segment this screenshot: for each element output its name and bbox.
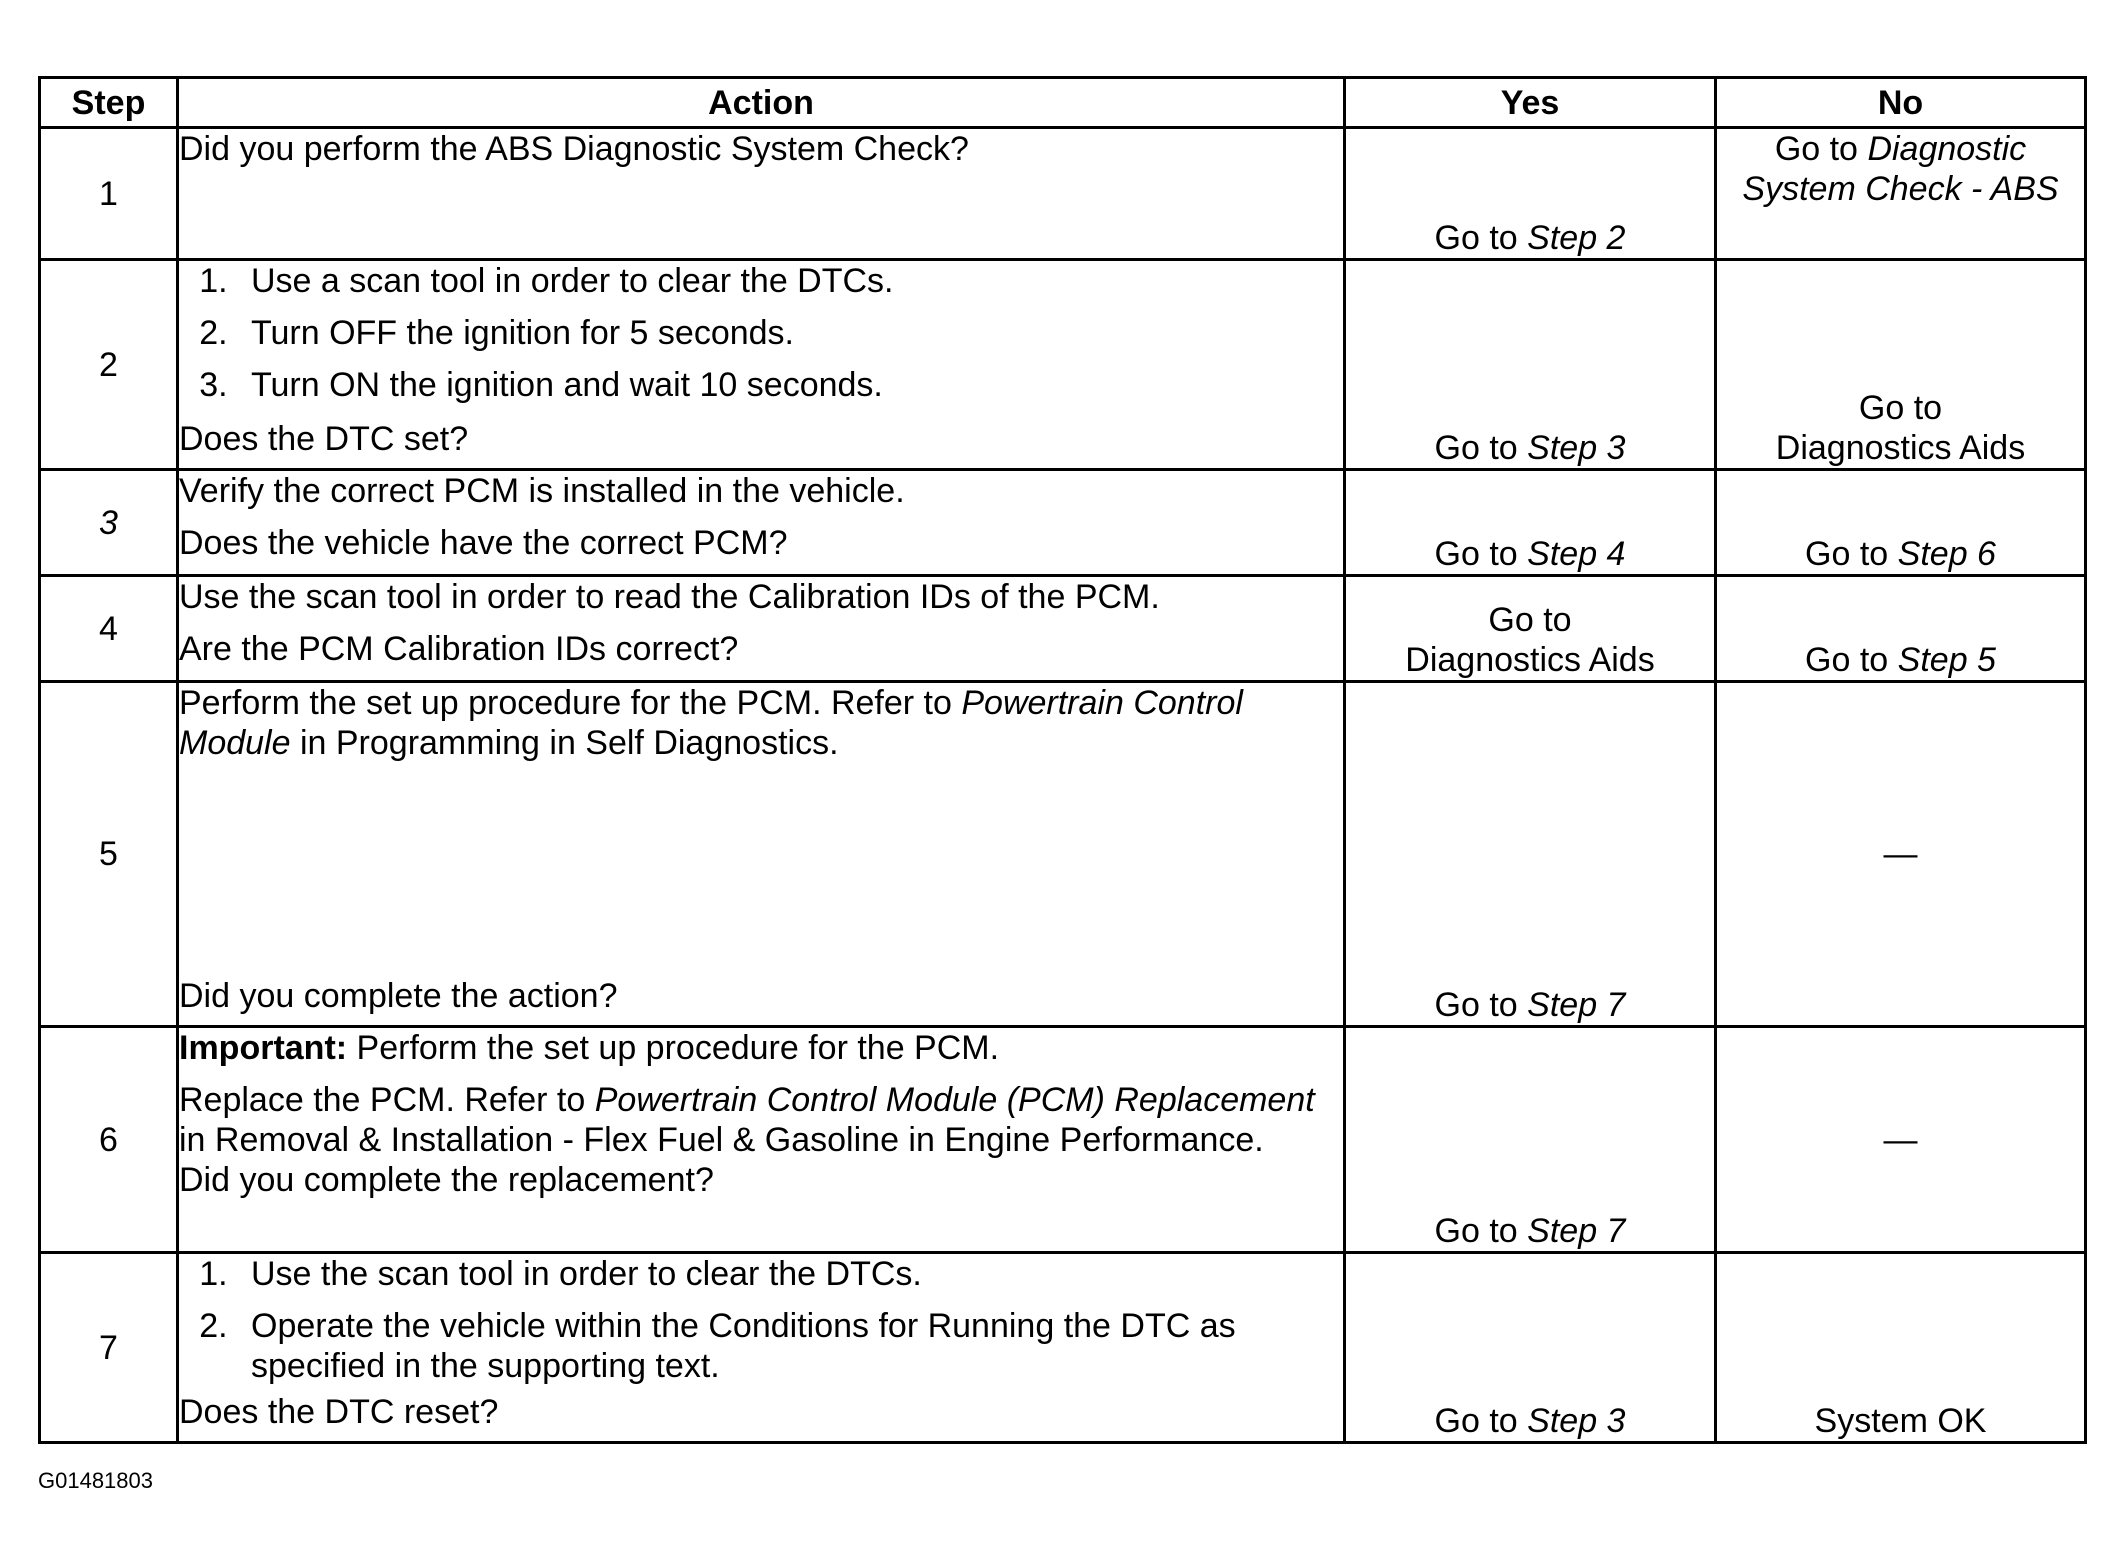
step-number: 7 xyxy=(40,1253,178,1443)
action-cell xyxy=(178,682,1345,1027)
header-no: No xyxy=(1716,78,2086,128)
important-label: Important: xyxy=(179,1029,348,1067)
action-question: Did you perform the ABS Diagnostic System Check? xyxy=(179,130,969,168)
yes-cell xyxy=(1345,576,1716,682)
no-prefix: Go to xyxy=(1805,535,1889,573)
no-prefix: Go to xyxy=(1805,641,1889,679)
header-yes: Yes xyxy=(1345,78,1716,128)
no-cell: — xyxy=(1716,682,2086,1027)
header-row xyxy=(40,78,2086,128)
no-ref-link-line2[interactable]: System Check - ABS xyxy=(1742,170,2059,208)
yes-step-link[interactable]: Step 7 xyxy=(1527,1212,1626,1250)
action-question: Does the DTC reset? xyxy=(179,1393,499,1431)
no-cell xyxy=(1716,128,2086,260)
action-text-part: in Programming in Self Diagnostics. xyxy=(290,724,839,762)
action-question: Did you complete the replacement? xyxy=(179,1161,714,1199)
diagnostic-table xyxy=(38,76,2087,1444)
no-step-link[interactable]: Step 5 xyxy=(1897,641,1996,679)
action-list xyxy=(179,1254,1343,1386)
action-question: Does the DTC set? xyxy=(179,420,469,458)
action-text-part: Perform the set up procedure for the PCM. Refer to xyxy=(179,684,962,722)
yes-cell xyxy=(1345,682,1716,1027)
list-item: 1. Use a scan tool in order to clear the DTCs. xyxy=(237,261,1343,301)
list-item: 2. Turn OFF the ignition for 5 seconds. xyxy=(237,313,1343,353)
action-list xyxy=(179,261,1343,405)
action-cell xyxy=(178,260,1345,470)
yes-prefix: Go to xyxy=(1434,219,1518,257)
table-row-step-7 xyxy=(40,1253,2086,1443)
yes-cell xyxy=(1345,128,1716,260)
header-action: Action xyxy=(178,78,1345,128)
reference-link[interactable]: Powertrain Control Module (PCM) Replacement xyxy=(594,1081,1315,1119)
table-row-step-5 xyxy=(40,682,2086,1027)
yes-cell xyxy=(1345,1253,1716,1443)
action-text xyxy=(179,683,1343,763)
no-cell xyxy=(1716,576,2086,682)
action-text xyxy=(179,1080,1343,1160)
action-cell xyxy=(178,128,1345,260)
no-line1: Go to xyxy=(1858,389,1943,427)
yes-prefix: Go to xyxy=(1434,535,1518,573)
action-text: Verify the correct PCM is installed in the vehicle. xyxy=(179,472,905,510)
header-step: Step xyxy=(40,78,178,128)
action-text-part: Replace the PCM. Refer to xyxy=(179,1081,595,1119)
yes-prefix: Go to xyxy=(1434,1402,1518,1440)
action-cell xyxy=(178,1253,1345,1443)
no-cell xyxy=(1716,470,2086,576)
yes-step-link[interactable]: Step 3 xyxy=(1527,1402,1626,1440)
no-step-link[interactable]: Step 6 xyxy=(1897,535,1996,573)
step-number: 1 xyxy=(40,128,178,260)
yes-step-link[interactable]: Step 4 xyxy=(1527,535,1626,573)
no-ref-link[interactable]: Diagnostic xyxy=(1867,130,2027,168)
action-cell xyxy=(178,576,1345,682)
table-row-step-4 xyxy=(40,576,2086,682)
table-row-step-2 xyxy=(40,260,2086,470)
yes-step-link[interactable]: Step 3 xyxy=(1527,429,1626,467)
action-text: Use the scan tool in order to read the Calibration IDs of the PCM. xyxy=(179,578,1160,616)
step-number: 5 xyxy=(40,682,178,1027)
table-row-step-3 xyxy=(40,470,2086,576)
no-cell: System OK xyxy=(1716,1253,2086,1443)
yes-prefix: Go to xyxy=(1434,1212,1518,1250)
action-text-part: in Removal & Installation - Flex Fuel & Gasoline in Engine Performance. xyxy=(179,1121,1264,1159)
reference-link[interactable]: Powertrain Control Module xyxy=(179,684,1243,762)
important-text: Perform the set up procedure for the PCM. xyxy=(347,1029,1000,1067)
yes-cell xyxy=(1345,260,1716,470)
yes-prefix: Go to xyxy=(1434,986,1518,1024)
action-question: Does the vehicle have the correct PCM? xyxy=(179,524,788,562)
action-cell xyxy=(178,470,1345,576)
yes-ref-link[interactable]: Diagnostics Aids xyxy=(1405,641,1655,679)
action-cell xyxy=(178,1027,1345,1253)
no-prefix: Go to xyxy=(1774,130,1858,168)
table-row-step-6 xyxy=(40,1027,2086,1253)
yes-prefix: Go to xyxy=(1434,429,1518,467)
yes-line1: Go to xyxy=(1488,601,1572,639)
no-cell xyxy=(1716,260,2086,470)
no-cell: — xyxy=(1716,1027,2086,1253)
list-item: 1. Use the scan tool in order to clear the DTCs. xyxy=(237,1254,1343,1294)
yes-cell xyxy=(1345,470,1716,576)
step-number: 6 xyxy=(40,1027,178,1253)
figure-id: G01481803 xyxy=(38,1468,153,1493)
list-item: 3. Turn ON the ignition and wait 10 seconds. xyxy=(237,365,1343,405)
important-note xyxy=(179,1028,1343,1068)
no-ref-link[interactable]: Diagnostics Aids xyxy=(1775,429,2026,467)
step-number: 3 xyxy=(40,470,178,576)
table-row-step-1 xyxy=(40,128,2086,260)
yes-step-link[interactable]: Step 2 xyxy=(1527,219,1626,257)
step-number: 4 xyxy=(40,576,178,682)
list-item: 2. Operate the vehicle within the Conditions for Running the DTC as specified in the supporting text. xyxy=(237,1306,1343,1386)
yes-cell xyxy=(1345,1027,1716,1253)
step-number: 2 xyxy=(40,260,178,470)
action-question: Are the PCM Calibration IDs correct? xyxy=(179,630,739,668)
yes-step-link[interactable]: Step 7 xyxy=(1527,986,1626,1024)
action-question: Did you complete the action? xyxy=(179,977,618,1015)
